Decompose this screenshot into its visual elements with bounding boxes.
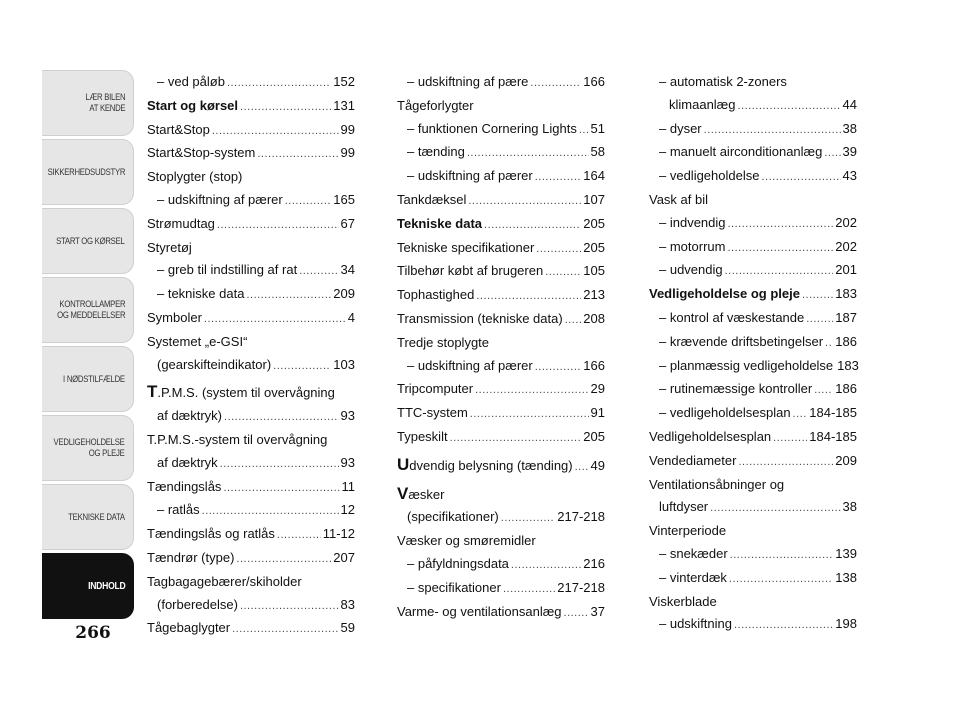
index-entry[interactable]: klimaanlæg ..... 44: [649, 94, 857, 118]
index-column-3: [649, 71, 857, 637]
index-heading: Væsker: [397, 483, 445, 503]
index-entry[interactable]: – greb til indstilling af rat ..... 34: [147, 259, 355, 283]
tab-label: VEDLIGEHOLDELSE OG PLEJE: [54, 437, 125, 458]
index-entry[interactable]: af dæktryk ..... 93: [147, 452, 355, 476]
index-entry[interactable]: – tænding ..... 58: [397, 141, 605, 165]
index-entry[interactable]: – udskiftning af pære ..... 166: [397, 71, 605, 95]
index-heading: T.P.M.S.-system til overvågning: [147, 431, 328, 447]
index-heading: Styretøj: [147, 239, 192, 255]
index-entry[interactable]: Start&Stop-system ..... 99: [147, 142, 355, 166]
index-entry[interactable]: – funktionen Cornering Lights ..... 51: [397, 118, 605, 142]
index-entry[interactable]: Vedligeholdelse og pleje ..... 183: [649, 283, 857, 307]
tab-indhold[interactable]: [42, 553, 134, 619]
index-entry[interactable]: – udskiftning af pærer ..... 164: [397, 165, 605, 189]
page-number: 266: [75, 623, 111, 643]
index-entry[interactable]: – planmæssig vedligeholdelse 183: [659, 357, 859, 373]
index-entry[interactable]: – manuelt airconditionanlæg ..... 39: [649, 141, 857, 165]
index-entry[interactable]: Tekniske specifikationer ..... 205: [397, 237, 605, 261]
index-heading: Systemet „e-GSI“: [147, 333, 248, 349]
index-entry[interactable]: (forberedelse) ..... 83: [147, 594, 355, 618]
index-heading: Vinterperiode: [649, 523, 727, 539]
chapter-tabs: [42, 70, 134, 622]
section-letter: T: [147, 382, 158, 402]
index-entry[interactable]: Tændrør (type) ..... 207: [147, 547, 355, 571]
tab-label: LÆR BILEN AT KENDE: [85, 92, 125, 113]
index-entry[interactable]: Vedligeholdelsesplan ..... 184-185: [649, 426, 857, 450]
index-entry[interactable]: af dæktryk) ..... 93: [147, 405, 355, 429]
index-column-2: [397, 71, 605, 624]
index-heading: Vask af bil: [649, 191, 709, 207]
index-entry[interactable]: TTC-system ..... 91: [397, 402, 605, 426]
index-entry[interactable]: – motorrum ..... 202: [649, 236, 857, 260]
index-entry[interactable]: – krævende driftsbetingelser ..... 186: [649, 331, 857, 355]
tab-tekniske-data[interactable]: [42, 484, 134, 550]
index-entry[interactable]: (specifikationer) ..... 217-218: [397, 506, 605, 530]
tab-label: SIKKERHEDSUDSTYR: [47, 166, 125, 177]
index-heading: Tågeforlygter: [397, 97, 474, 113]
tab-label: I NØDSTILFÆLDE: [63, 373, 125, 384]
index-heading: Tagbagagebærer/skiholder: [147, 573, 302, 589]
index-entry[interactable]: Udvendig belysning (tænding) ..... 49: [397, 454, 605, 479]
tab-label: KONTROLLAMPER OG MEDDELELSER: [56, 299, 126, 320]
tab-vedligeholdelse[interactable]: [42, 415, 134, 481]
index-heading: Viskerblade: [649, 593, 717, 609]
index-entry[interactable]: Varme- og ventilationsanlæg ..... 37: [397, 601, 605, 625]
index-entry[interactable]: luftdyser ..... 38: [649, 496, 857, 520]
index-entry[interactable]: – vedligeholdelsesplan ..... 184-185: [649, 402, 857, 426]
tab-label: START OG KØRSEL: [56, 235, 125, 246]
index-entry[interactable]: – udskiftning ..... 198: [649, 613, 857, 637]
index-heading: – automatisk 2-zoners: [659, 74, 787, 89]
index-entry[interactable]: – vedligeholdelse ..... 43: [649, 165, 857, 189]
index-entry[interactable]: – rutinemæssige kontroller ..... 186: [649, 378, 857, 402]
index-entry[interactable]: – dyser ..... 38: [649, 118, 857, 142]
index-entry[interactable]: – udvendig ..... 201: [649, 259, 857, 283]
index-heading: Tredje stoplygte: [397, 334, 490, 350]
tab-label: INDHOLD: [87, 580, 125, 592]
index-entry[interactable]: – udskiftning af pærer ..... 166: [397, 355, 605, 379]
index-entry[interactable]: – kontrol af væskestande ..... 187: [649, 307, 857, 331]
index-entry[interactable]: – tekniske data ..... 209: [147, 283, 355, 307]
index-heading: T.P.M.S. (system til overvågning: [147, 382, 335, 402]
index-entry[interactable]: Symboler ..... 4: [147, 307, 355, 331]
index-entry[interactable]: Tågebaglygter ..... 59: [147, 617, 355, 641]
index-entry[interactable]: – udskiftning af pærer ..... 165: [147, 189, 355, 213]
index-entry[interactable]: – indvendig ..... 202: [649, 212, 857, 236]
tab-laer-bilen[interactable]: [42, 70, 134, 136]
tab-start-og-korsel[interactable]: [42, 208, 134, 274]
index-entry[interactable]: – påfyldningsdata ..... 216: [397, 553, 605, 577]
index-entry[interactable]: Tophastighed ..... 213: [397, 284, 605, 308]
index-entry[interactable]: Tripcomputer ..... 29: [397, 378, 605, 402]
index-entry[interactable]: Tankdæksel ..... 107: [397, 189, 605, 213]
index-entry[interactable]: Start og kørsel ..... 131: [147, 95, 355, 119]
index-column-1: [147, 71, 355, 641]
index-entry[interactable]: Tændingslås og ratlås ..... 11-12: [147, 523, 355, 547]
index-entry[interactable]: Tilbehør købt af brugeren ..... 105: [397, 260, 605, 284]
tab-nodstilfaelde[interactable]: [42, 346, 134, 412]
index-entry[interactable]: Start&Stop ..... 99: [147, 119, 355, 143]
index-entry[interactable]: – ratlås ..... 12: [147, 499, 355, 523]
index-entry[interactable]: Tændingslås ..... 11: [147, 476, 355, 500]
index-entry[interactable]: Typeskilt ..... 205: [397, 426, 605, 450]
tab-kontrollamper[interactable]: [42, 277, 134, 343]
index-entry[interactable]: Vendediameter ..... 209: [649, 450, 857, 474]
index-entry[interactable]: (gearskifteindikator) ..... 103: [147, 354, 355, 378]
section-letter: V: [397, 483, 409, 503]
index-heading: Stoplygter (stop): [147, 169, 243, 185]
tab-label: TEKNISKE DATA: [68, 511, 125, 522]
index-heading: Væsker og smøremidler: [397, 533, 536, 549]
index-entry[interactable]: – ved påløb ..... 152: [147, 71, 355, 95]
index-entry[interactable]: – snekæder ..... 139: [649, 543, 857, 567]
index-entry[interactable]: Strømudtag ..... 67: [147, 213, 355, 237]
index-entry[interactable]: Tekniske data ..... 205: [397, 213, 605, 237]
tab-sikkerhedsudstyr[interactable]: [42, 139, 134, 205]
index-heading: Ventilationsåbninger og: [649, 476, 785, 492]
index-entry[interactable]: – vinterdæk ..... 138: [649, 567, 857, 591]
section-letter: U: [397, 454, 410, 474]
index-entry[interactable]: Transmission (tekniske data) ..... 208: [397, 308, 605, 332]
index-entry[interactable]: – specifikationer ..... 217-218: [397, 577, 605, 601]
